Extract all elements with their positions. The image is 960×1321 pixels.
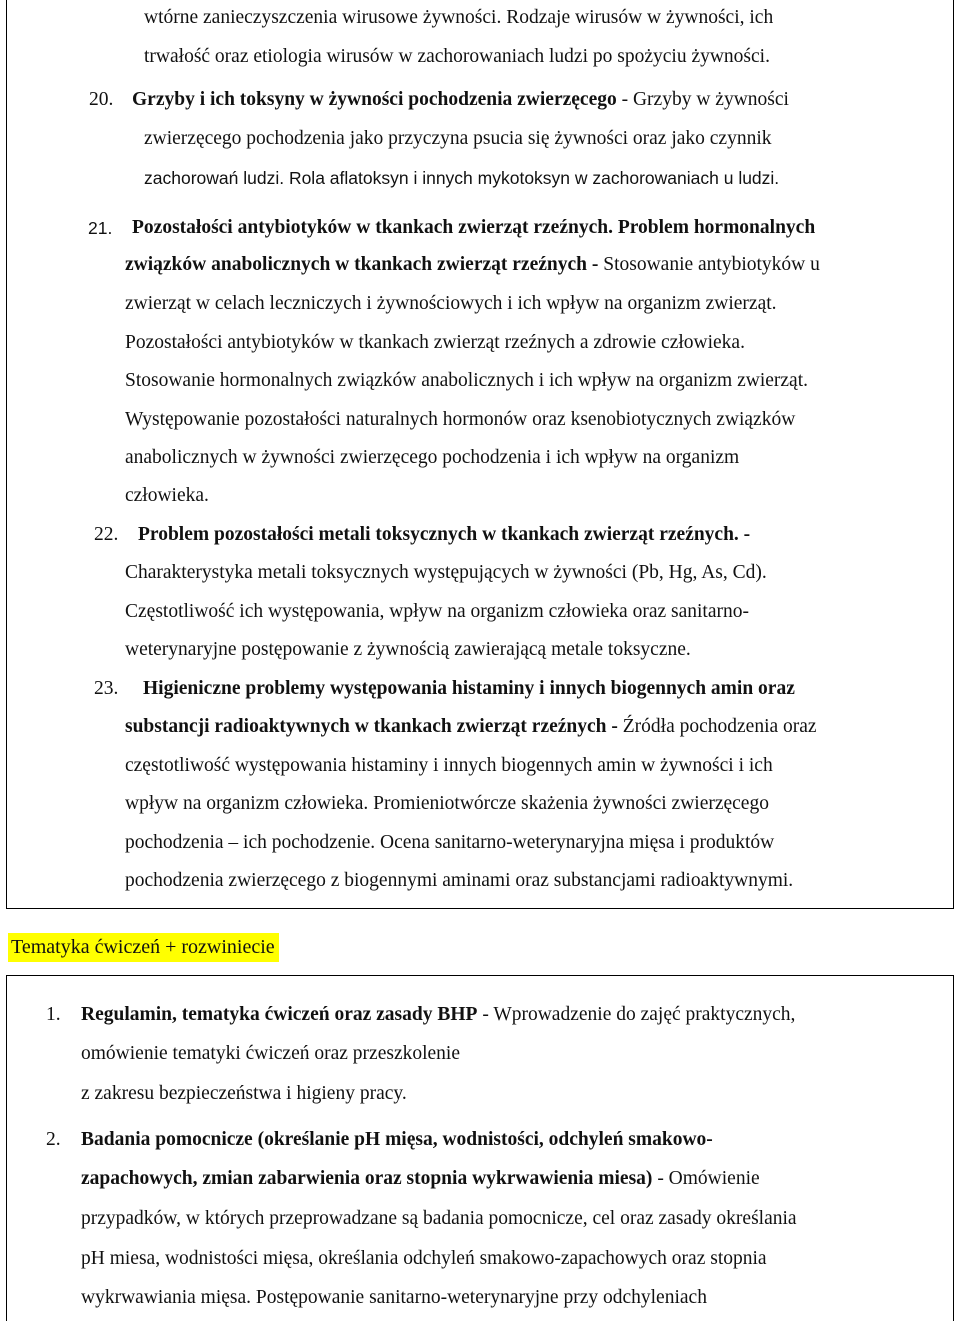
item-23-number: 23.: [94, 678, 119, 699]
item-21-line-3: zwierząt w celach leczniczych i żywnościowych i ich wpływ na organizm zwierząt.: [125, 293, 777, 314]
item-21-line-2: [125, 253, 820, 277]
item-2-line-5: wykrwawiania mięsa. Postępowanie sanitarno-weterynaryjne przy odchyleniach: [81, 1287, 707, 1308]
item-1-number: 1.: [46, 1004, 61, 1025]
item-1-line-2: omówienie tematyki ćwiczeń oraz przeszkolenie: [81, 1043, 460, 1064]
intro-line-2: trwałość oraz etiologia wirusów w zachorowaniach ludzi po spożyciu żywności.: [144, 46, 770, 67]
item-22-line-4: weterynaryjne postępowanie z żywnością zawierającą metale toksyczne.: [125, 639, 691, 660]
item-20-line-1: [132, 88, 789, 112]
item-22-title: Problem pozostałości metali toksycznych w tkankach zwierząt rzeźnych. -: [138, 524, 751, 545]
item-1-line-1: [81, 1003, 795, 1027]
item-1-line-1-rest: - Wprowadzenie do zajęć praktycznych,: [477, 1004, 796, 1025]
item-2-line-2-rest: - Omówienie: [652, 1168, 760, 1189]
item-23-line-3: częstotliwość występowania histaminy i innych biogennych amin w żywności i ich: [125, 755, 773, 776]
item-21-line-2-rest: Stosowanie antybiotyków u: [598, 254, 820, 275]
item-20-title: Grzyby i ich toksyny w żywności pochodzenia zwierzęcego: [132, 89, 617, 110]
item-2-number: 2.: [46, 1129, 61, 1150]
item-23-line-6: pochodzenia zwierzęcego z biogennymi aminami oraz substancjami radioaktywnymi.: [125, 870, 794, 891]
item-22-line-3: Częstotliwość ich występowania, wpływ na organizm człowieka oraz sanitarno-: [125, 601, 749, 622]
intro-line-1: wtórne zanieczyszczenia wirusowe żywności. Rodzaje wirusów w żywności, ich: [144, 7, 774, 28]
item-2-title-line-1: Badania pomocnicze (określanie pH mięsa, wodnistości, odchyleń smakowo-: [81, 1129, 713, 1150]
item-21-line-6: Występowanie pozostałości naturalnych hormonów oraz ksenobiotycznych związków: [125, 409, 796, 430]
item-20-line-2: zwierzęcego pochodzenia jako przyczyna psucia się żywności oraz jako czynnik: [144, 128, 772, 149]
item-22-line-2: Charakterystyka metali toksycznych występujących w żywności (Pb, Hg, As, Cd).: [125, 562, 767, 583]
item-1-line-3: z zakresu bezpieczeństwa i higieny pracy.: [81, 1083, 407, 1104]
item-1-title: Regulamin, tematyka ćwiczeń oraz zasady BHP: [81, 1004, 478, 1025]
item-23-line-2: [125, 715, 817, 739]
item-23-title-line-1: Higieniczne problemy występowania histaminy i innych biogennych amin oraz: [143, 678, 795, 699]
item-21-title-line-2: związków anabolicznych w tkankach zwierząt rzeźnych -: [125, 254, 599, 275]
item-2-line-2: [81, 1167, 760, 1191]
item-21-line-5: Stosowanie hormonalnych związków anabolicznych i ich wpływ na organizm zwierząt.: [125, 370, 809, 391]
item-20-line-1-rest: - Grzyby w żywności: [616, 89, 789, 110]
item-21-line-7: anabolicznych w żywności zwierzęcego pochodzenia i ich wpływ na organizm: [125, 447, 740, 468]
item-21-line-8: człowieka.: [125, 485, 209, 506]
item-23-title-line-2: substancji radioaktywnych w tkankach zwierząt rzeźnych -: [125, 716, 618, 737]
item-23-line-4: wpływ na organizm człowieka. Promieniotwórcze skażenia żywności zwierzęcego: [125, 793, 769, 814]
item-2-line-4: pH miesa, wodnistości mięsa, określania odchyleń smakowo-zapachowych oraz stopnia: [81, 1248, 767, 1269]
item-21-line-4: Pozostałości antybiotyków w tkankach zwierząt rzeźnych a zdrowie człowieka.: [125, 332, 745, 353]
item-20-line-3: zachorowań ludzi. Rola aflatoksyn i innych mykotoksyn w zachorowaniach u ludzi.: [144, 168, 780, 188]
item-22-number: 22.: [94, 524, 119, 545]
item-23-line-2-rest: Źródła pochodzenia oraz: [617, 716, 817, 737]
item-21-title-line-1: Pozostałości antybiotyków w tkankach zwierząt rzeźnych. Problem hormonalnych: [132, 217, 816, 238]
item-2-title-line-2: zapachowych, zmian zabarwienia oraz stopnia wykrwawienia miesa): [81, 1168, 653, 1189]
item-21-number: 21.: [88, 218, 113, 238]
item-23-line-5: pochodzenia – ich pochodzenie. Ocena sanitarno-weterynaryjna mięsa i produktów: [125, 832, 775, 853]
item-20-number: 20.: [89, 89, 114, 110]
item-2-line-3: przypadków, w których przeprowadzane są badania pomocnicze, cel oraz zasady określania: [81, 1208, 797, 1229]
section-heading-highlighted: Tematyka ćwiczeń + rozwiniecie: [8, 933, 279, 962]
